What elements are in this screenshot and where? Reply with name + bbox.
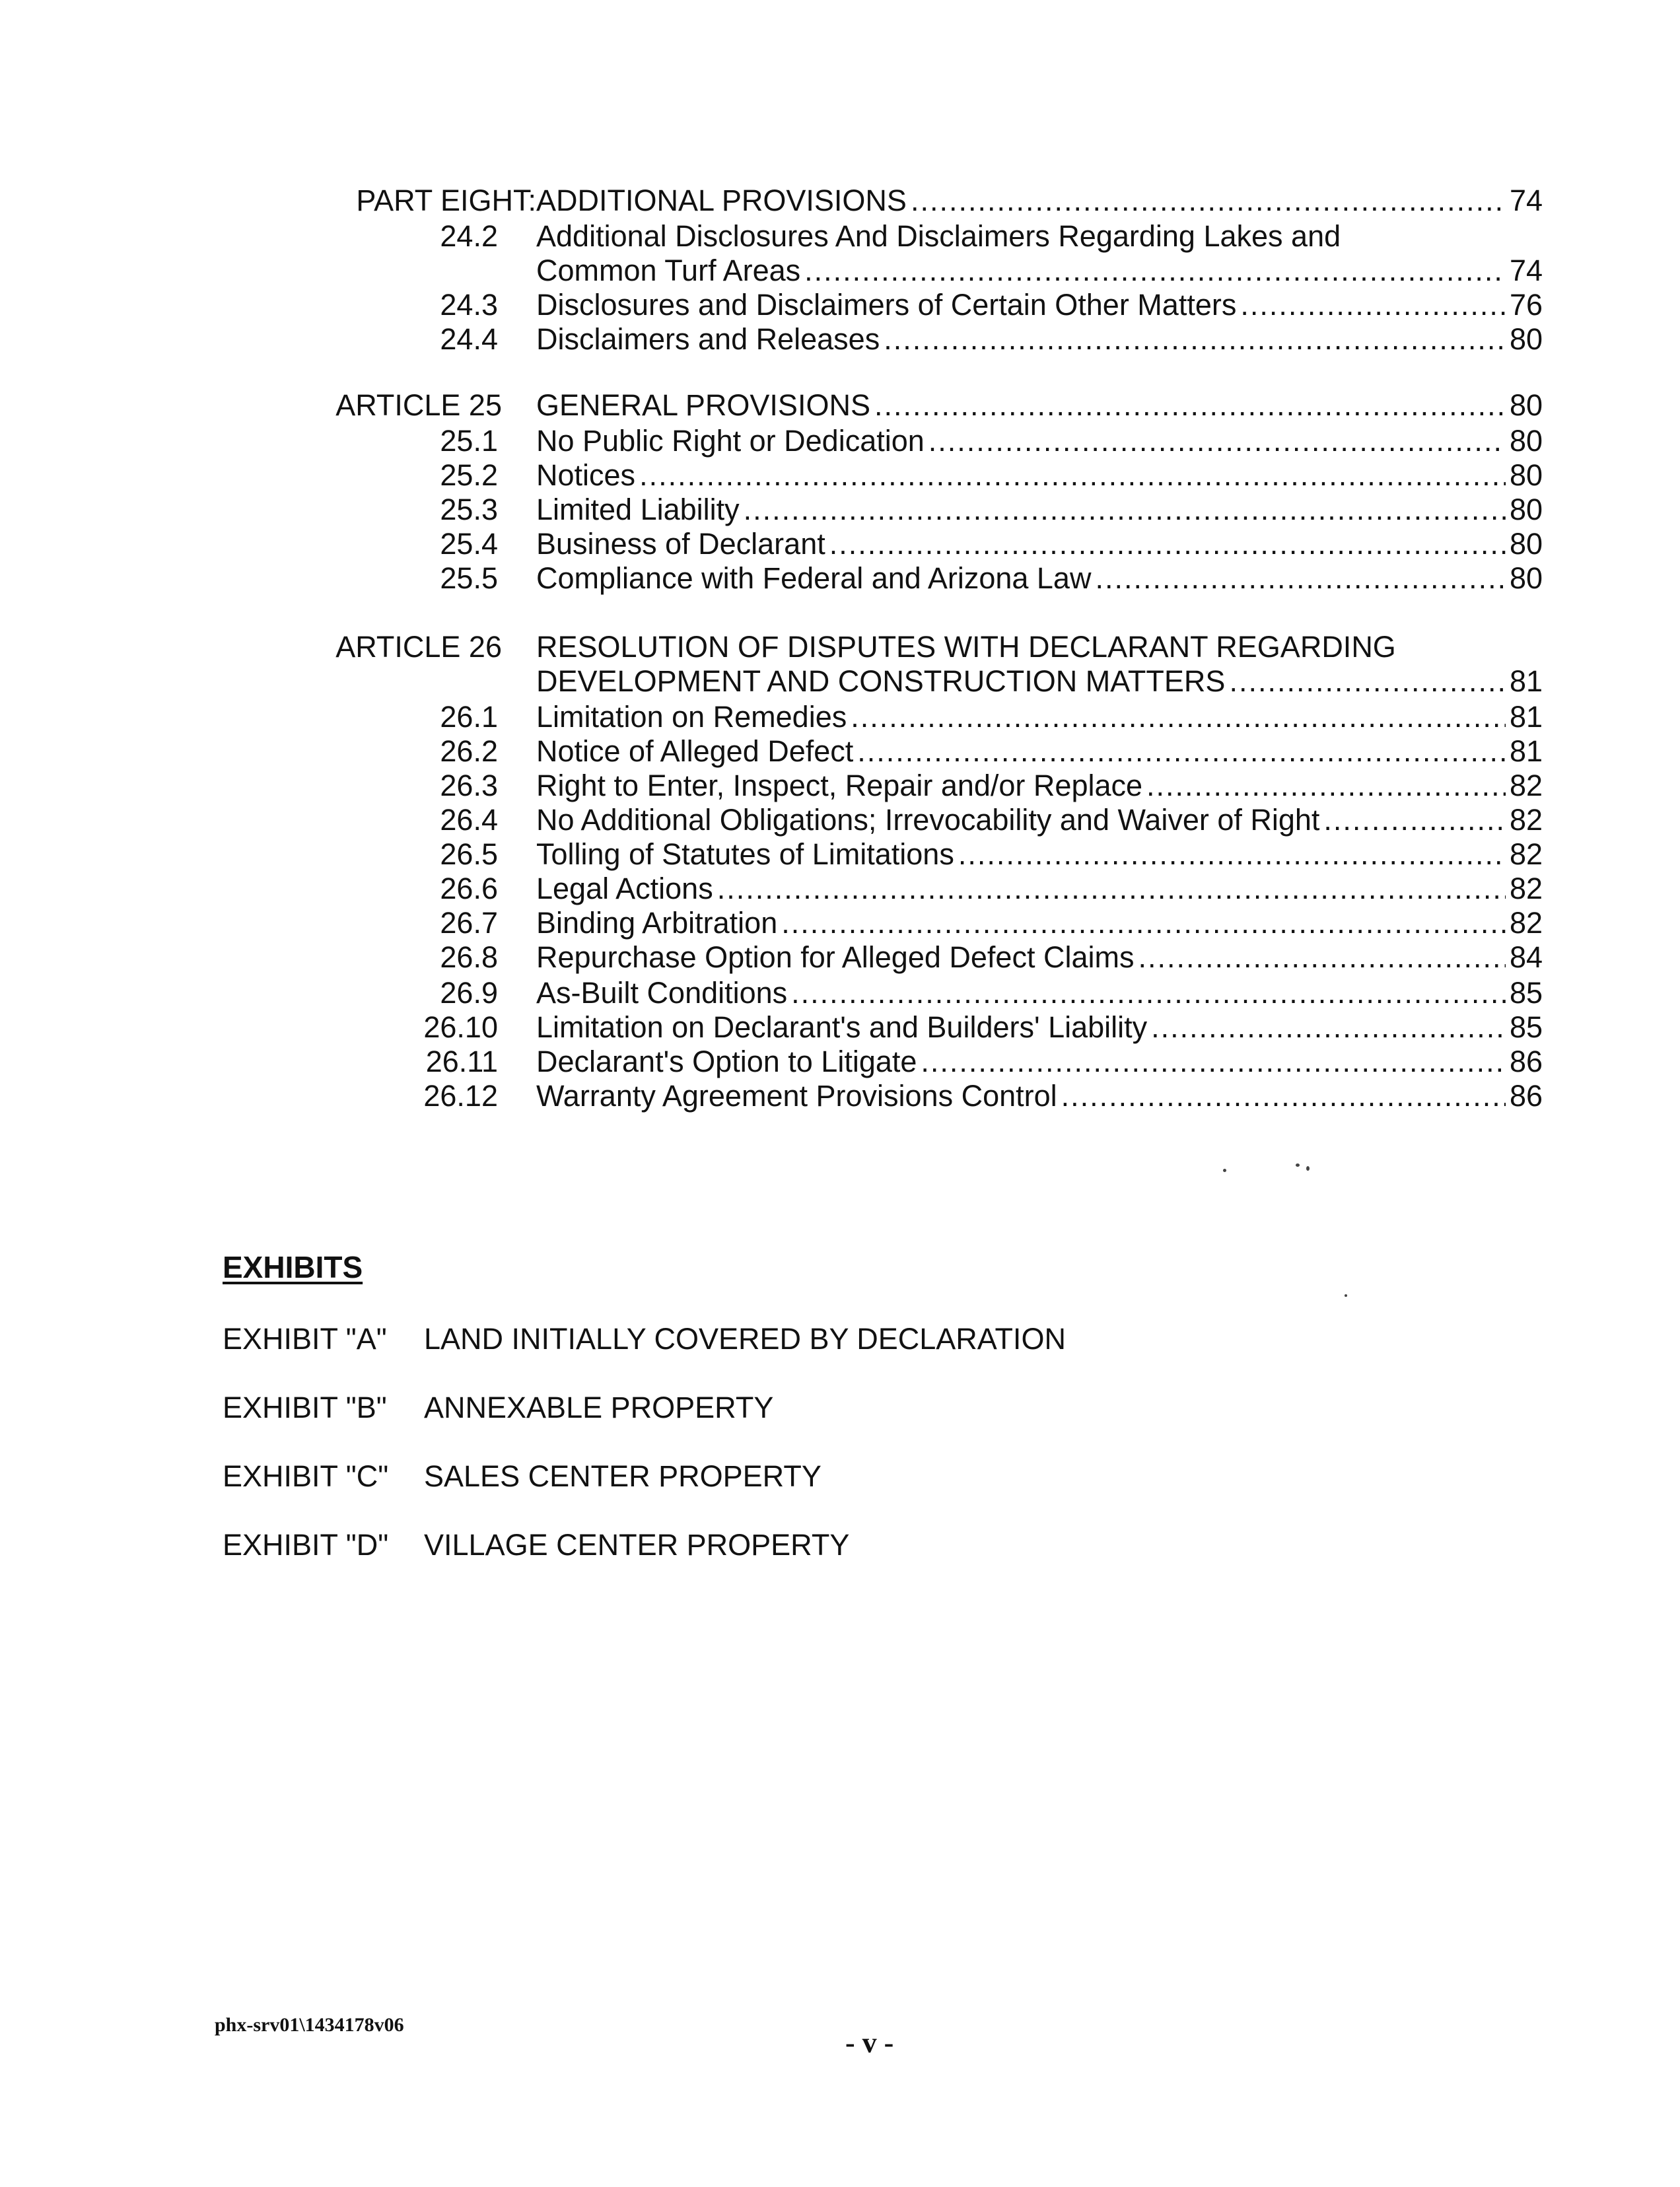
exhibit-label: EXHIBIT "B" [223,1391,387,1424]
toc-section-number: 24.4 [440,322,498,356]
toc-page-number: 86 [1509,1079,1543,1113]
toc-title: No Public Right or Dedication [536,424,925,458]
toc-entry [536,457,1543,494]
toc-section-26-8[interactable] [0,939,1680,976]
toc-title: GENERAL PROVISIONS [536,388,870,422]
toc-page-number: 76 [1509,288,1543,322]
toc-leader-dots [804,252,1506,289]
toc-article-label: ARTICLE 25 [335,388,502,422]
toc-section-24-4[interactable] [0,321,1680,358]
toc-section-25-3[interactable] [0,491,1680,528]
toc-section-number: 25.1 [440,424,498,458]
toc-section-number: 26.9 [440,976,498,1010]
exhibit-label: EXHIBIT "D" [223,1528,389,1562]
toc-leader-dots [874,387,1506,424]
page-number: - v - [845,2027,894,2059]
toc-section-26-11[interactable] [0,1043,1680,1080]
toc-title: Notice of Alleged Defect [536,734,854,768]
toc-page-number: 82 [1509,872,1543,905]
toc-title: Tolling of Statutes of Limitations [536,837,954,871]
exhibit-label: EXHIBIT "C" [223,1459,389,1493]
toc-entry [536,699,1543,736]
toc-title: Notices [536,458,636,492]
toc-title: Warranty Agreement Provisions Control [536,1079,1057,1113]
toc-leader-dots [958,836,1506,873]
toc-section-26-1[interactable] [0,699,1680,736]
scan-speck [1306,1166,1310,1171]
toc-section-number: 26.2 [440,734,498,768]
toc-entry [536,836,1543,873]
scan-speck [1345,1294,1347,1297]
toc-section-number: 26.11 [425,1045,498,1078]
toc-section-26-2[interactable] [0,733,1680,770]
exhibit-label: EXHIBIT "A" [223,1322,387,1356]
toc-entry [536,767,1543,804]
toc-title: Limitation on Declarant's and Builders' Liability [536,1010,1148,1044]
toc-section-number: 26.4 [440,803,498,837]
toc-entry [536,733,1543,770]
toc-entry [536,870,1543,907]
toc-title: Repurchase Option for Alleged Defect Claims [536,940,1135,974]
exhibit-d[interactable] [223,1525,1543,1565]
toc-title: DEVELOPMENT AND CONSTRUCTION MATTERS [536,664,1226,698]
toc-section-number: 26.8 [440,940,498,974]
toc-leader-dots [1240,287,1506,324]
toc-page-number: 82 [1509,803,1543,837]
toc-section-24-2[interactable] [0,218,1680,255]
toc-leader-dots [1095,560,1505,597]
toc-leader-dots [1138,939,1505,976]
toc-page-number: 80 [1509,458,1543,492]
toc-section-number: 25.4 [440,527,498,561]
toc-title: Declarant's Option to Litigate [536,1045,917,1078]
toc-entry [536,905,1543,942]
toc-section-number: 26.12 [423,1079,498,1113]
toc-title: Business of Declarant [536,527,825,561]
exhibit-title: SALES CENTER PROPERTY [424,1459,822,1493]
toc-leader-dots [744,491,1506,528]
scan-speck [1223,1169,1226,1172]
toc-leader-dots [791,975,1506,1012]
toc-section-26-6[interactable] [0,870,1680,907]
toc-entry [536,802,1543,839]
toc-section-number: 24.3 [440,288,498,322]
toc-entry [536,663,1543,700]
toc-section-25-1[interactable] [0,423,1680,460]
toc-page-number: 82 [1509,906,1543,940]
toc-title: Limited Liability [536,493,740,526]
toc-entry [536,1009,1543,1046]
toc-section-number: 25.2 [440,458,498,492]
toc-leader-dots [1146,767,1506,804]
toc-title: Legal Actions [536,872,713,905]
exhibit-title: ANNEXABLE PROPERTY [424,1391,774,1424]
toc-leader-dots [851,699,1506,736]
toc-title: Disclaimers and Releases [536,322,880,356]
toc-article-26-cont[interactable] [0,663,1680,700]
toc-article-26[interactable] [0,629,1680,666]
toc-title: No Additional Obligations; Irrevocability and Waiver of Right [536,803,1320,837]
toc-part-label: PART EIGHT: [356,184,536,217]
toc-leader-dots [1323,802,1506,839]
toc-page-number: 86 [1509,1045,1543,1078]
toc-section-26-12[interactable] [0,1078,1680,1115]
toc-leader-dots [1151,1009,1506,1046]
toc-page-number: 84 [1509,940,1543,974]
toc-section-25-2[interactable] [0,457,1680,494]
toc-section-25-4[interactable] [0,526,1680,563]
toc-page-number: 85 [1509,1010,1543,1044]
toc-title: Additional Disclosures And Disclaimers Regarding Lakes and [536,219,1341,253]
toc-leader-dots [921,1043,1506,1080]
toc-leader-dots [884,321,1506,358]
toc-entry [536,252,1543,289]
toc-section-26-3[interactable] [0,767,1680,804]
toc-page-number: 82 [1509,837,1543,871]
toc-section-number: 26.5 [440,837,498,871]
toc-page-number: 80 [1509,322,1543,356]
exhibits-heading: EXHIBITS [223,1250,363,1284]
toc-page-number: 74 [1509,184,1543,217]
toc-section-number: 26.3 [440,769,498,802]
toc-section-26-7[interactable] [0,905,1680,942]
toc-part-eight[interactable] [0,182,1680,219]
toc-title: Limitation on Remedies [536,700,847,734]
toc-section-number: 25.5 [440,561,498,595]
toc-title: Disclosures and Disclaimers of Certain Other Matters [536,288,1237,322]
toc-section-number: 26.7 [440,906,498,940]
toc-title: Binding Arbitration [536,906,778,940]
toc-leader-dots [829,526,1506,563]
toc-section-26-4[interactable] [0,802,1680,839]
toc-page-number: 80 [1509,424,1543,458]
toc-title: ADDITIONAL PROVISIONS [536,184,907,217]
toc-leader-dots [1229,663,1506,700]
exhibit-title: LAND INITIALLY COVERED BY DECLARATION [424,1322,1066,1356]
toc-page-number: 74 [1509,254,1543,287]
toc-section-number: 24.2 [440,219,498,253]
toc-section-26-10[interactable] [0,1009,1680,1046]
toc-title: As-Built Conditions [536,976,788,1010]
toc-page-number: 81 [1509,700,1543,734]
exhibit-title: VILLAGE CENTER PROPERTY [424,1528,850,1562]
scan-speck [1296,1163,1300,1167]
toc-leader-dots [857,733,1506,770]
toc-entry [536,387,1543,424]
toc-page-number: 81 [1509,734,1543,768]
toc-section-24-2-cont[interactable] [0,252,1680,289]
toc-leader-dots [781,905,1506,942]
toc-entry [536,1078,1543,1115]
toc-section-26-9[interactable] [0,975,1680,1012]
toc-entry [536,182,1543,219]
toc-section-26-5[interactable] [0,836,1680,873]
toc-section-number: 26.6 [440,872,498,905]
toc-page-number: 80 [1509,527,1543,561]
toc-page-number: 85 [1509,976,1543,1010]
toc-entry [536,526,1543,563]
toc-section-number: 26.1 [440,700,498,734]
toc-entry [536,491,1543,528]
toc-article-label: ARTICLE 26 [335,630,502,664]
toc-title: Right to Enter, Inspect, Repair and/or Replace [536,769,1143,802]
toc-title: RESOLUTION OF DISPUTES WITH DECLARANT REGARDING [536,630,1396,664]
toc-entry [536,939,1543,976]
toc-title: Common Turf Areas [536,254,801,287]
toc-entry [536,423,1543,460]
toc-article-25[interactable] [0,387,1680,424]
exhibit-a[interactable] [223,1319,1543,1359]
toc-page-number: 82 [1509,769,1543,802]
toc-page-number: 80 [1509,561,1543,595]
toc-leader-dots [639,457,1506,494]
toc-leader-dots [911,182,1506,219]
toc-leader-dots [717,870,1506,907]
toc-entry [536,321,1543,358]
exhibit-c[interactable] [223,1457,1543,1496]
toc-section-number: 25.3 [440,493,498,526]
toc-entry [536,975,1543,1012]
exhibit-b[interactable] [223,1388,1543,1428]
toc-title: Compliance with Federal and Arizona Law [536,561,1092,595]
toc-leader-dots [1061,1078,1506,1115]
toc-section-number: 26.10 [423,1010,498,1044]
toc-section-25-5[interactable] [0,560,1680,597]
toc-page-number: 80 [1509,388,1543,422]
toc-page-number: 81 [1509,664,1543,698]
toc-leader-dots [928,423,1506,460]
toc-entry [536,560,1543,597]
toc-page-number: 80 [1509,493,1543,526]
toc-entry [536,287,1543,324]
toc-section-24-3[interactable] [0,287,1680,324]
toc-entry [536,1043,1543,1080]
document-id: phx-srv01\1434178v06 [215,2014,404,2036]
